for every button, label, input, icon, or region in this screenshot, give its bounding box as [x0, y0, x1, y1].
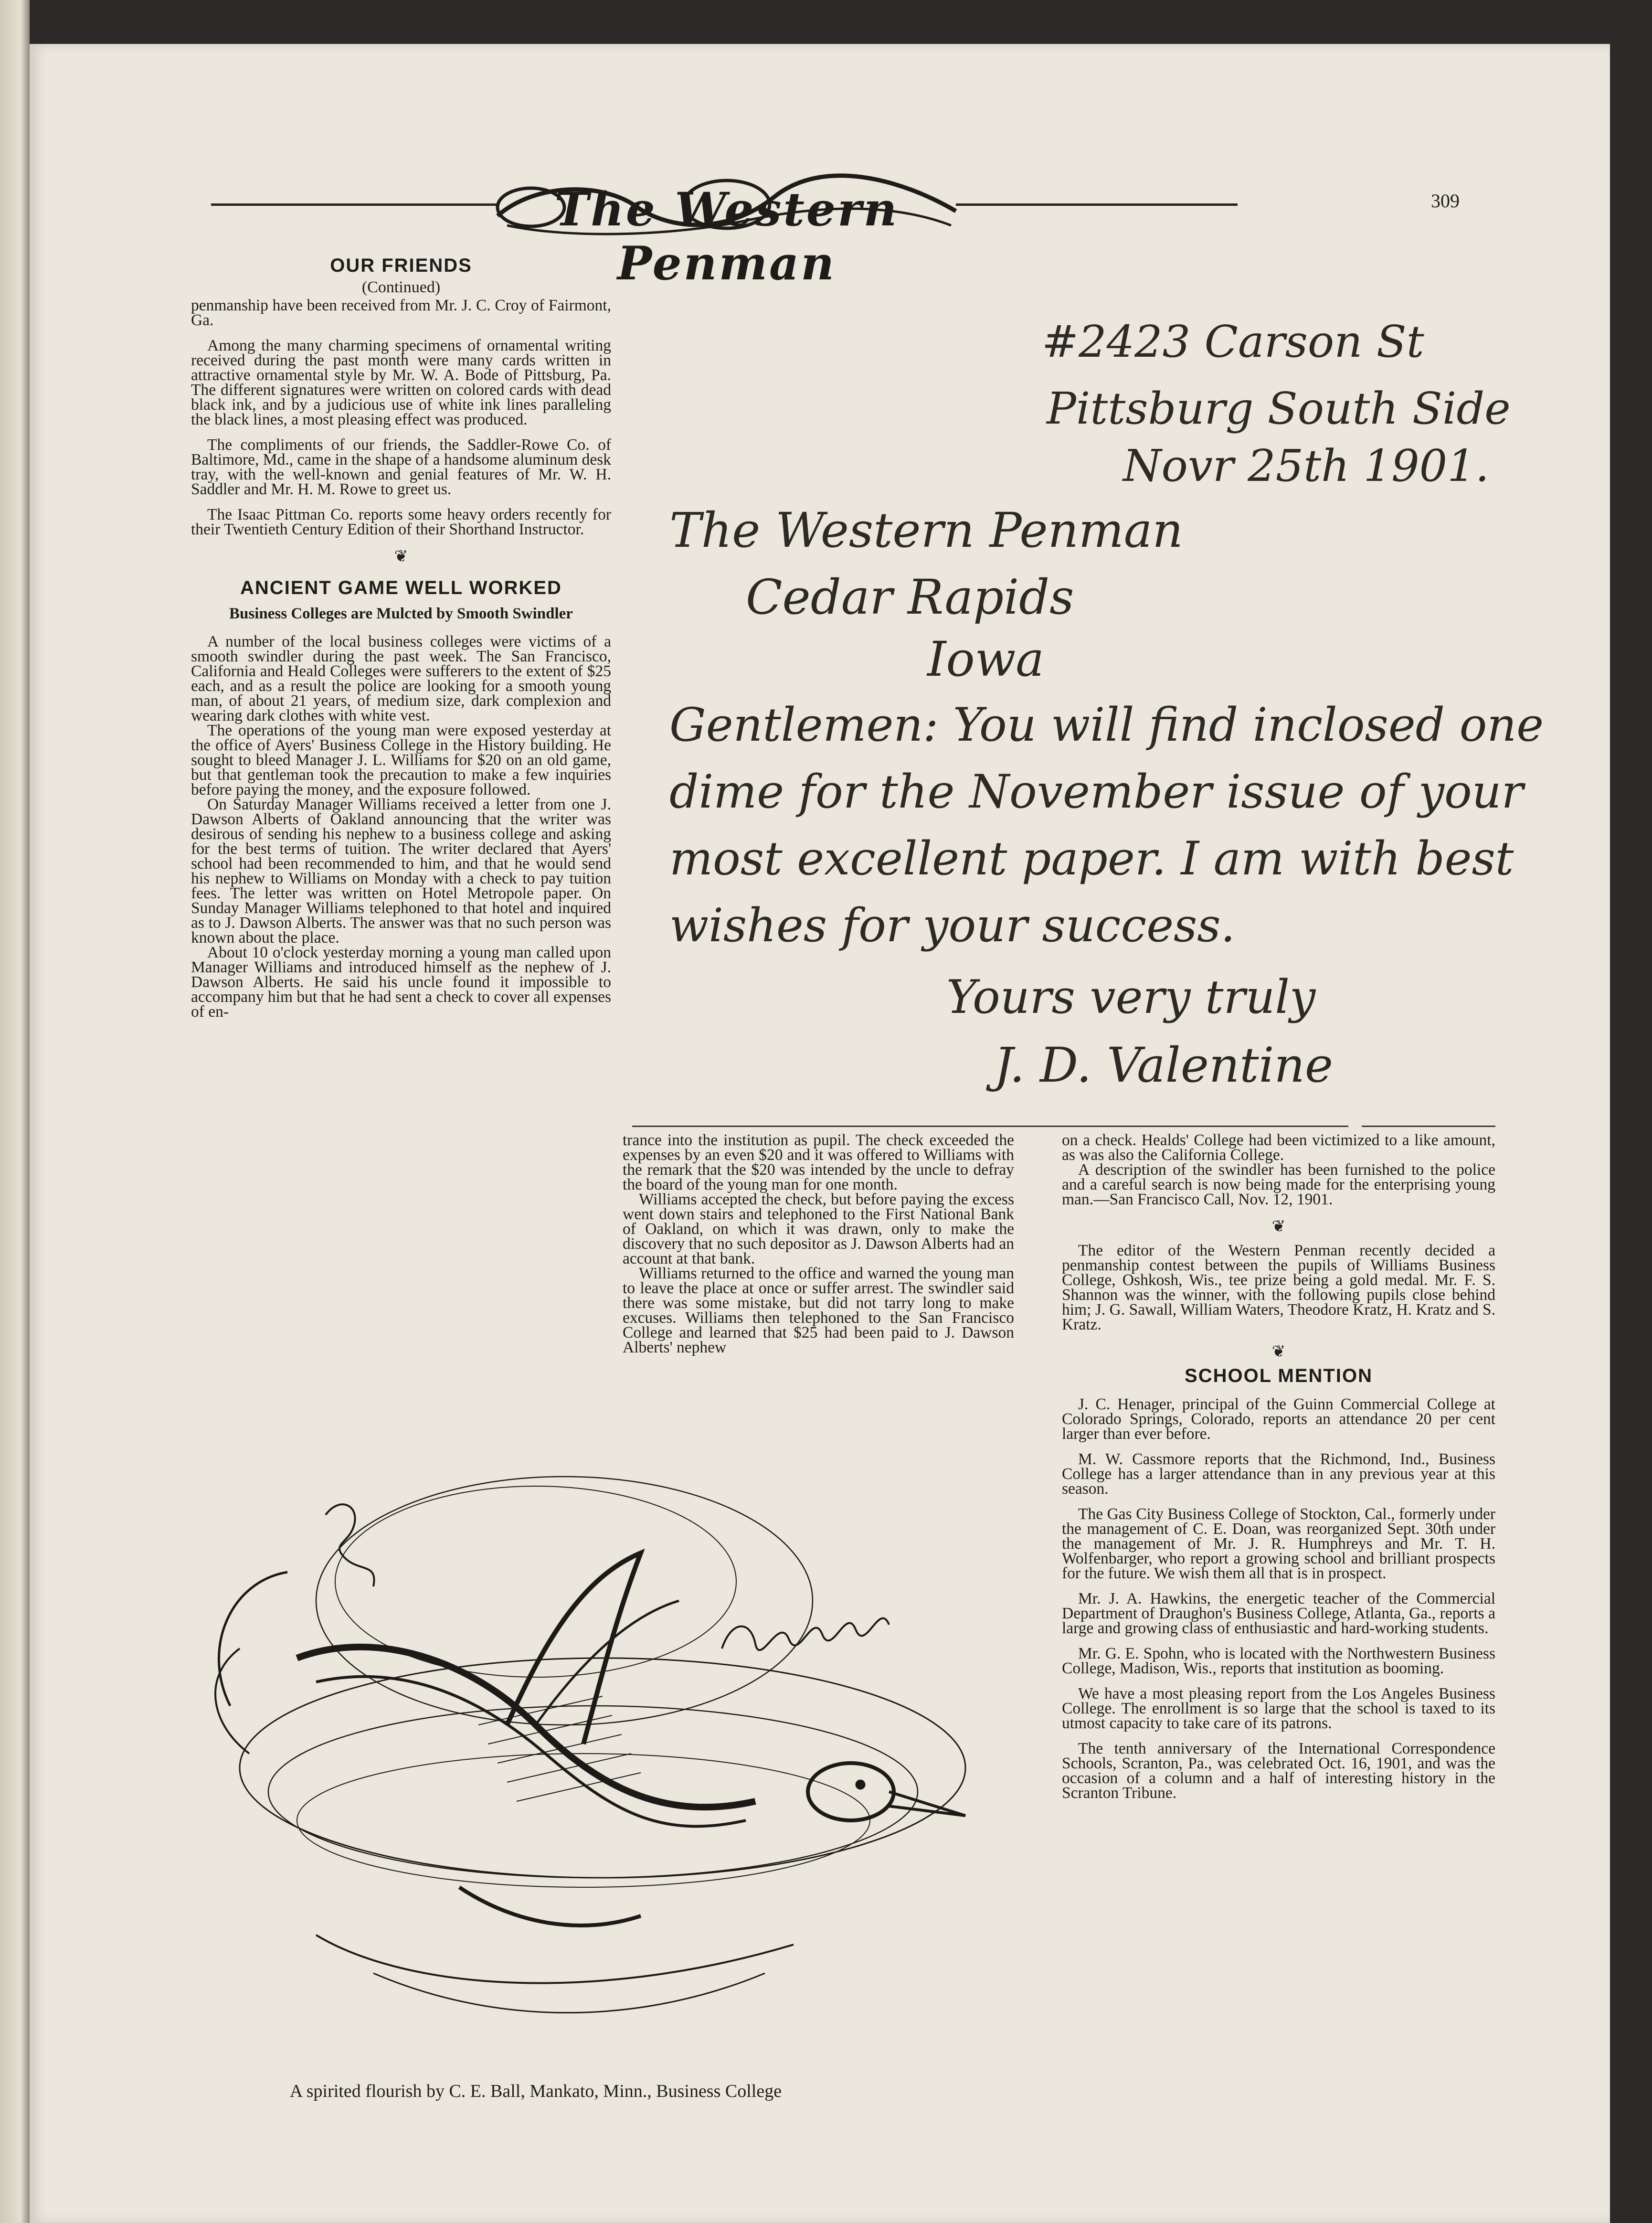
our-friends-paragraph: Among the many charming specimens of ornamental writing received during the past month were many cards written in attractive ornamental style by Mr. W. A. Bode of Pittsburg, Pa. The different signatures were written on colored cards with dead black ink, and by a judicious use of white ink lines paralleling the black lines, a most pleasing effect was produced. [191, 337, 611, 428]
letter-body-line: most excellent paper. I am with best [669, 832, 1514, 885]
middle-column [623, 1133, 1014, 1355]
our-friends-paragraph: The Isaac Pittman Co. reports some heavy orders recently for their Twentieth Century Edition of their Shorthand Instructor. [191, 506, 611, 538]
letter-closing: Yours very truly [946, 970, 1316, 1024]
book-gutter [0, 0, 30, 2223]
ancient-game-paragraph: The operations of the young man were exposed yesterday at the office of Ayers' Business College in the History building. He sought to bleed Manager J. L. Williams for $20 on an old game, but that gentleman took the precaution to make a few inquiries before paying the money, and the exposure followed. [191, 722, 611, 798]
letter-recipient-city: Cedar Rapids [746, 569, 1074, 625]
letter-address-city: Pittsburg South Side [1047, 383, 1511, 434]
letter-date: Novr 25th 1901. [1123, 440, 1489, 491]
right-column [1062, 1133, 1495, 1811]
ancient-game-paragraph: On Saturday Manager Williams received a letter from one J. Dawson Alberts of Oakland announcing that the writer was desirous of sending his nephew to a business college and asking for the best terms of tuition. The writer declared that Ayers' school had been recommended to him, and that he would send his nephew to Williams on Monday with a check to pay tuition fees. The letter was written on Hotel Metropole paper. On Sunday Manager Williams telephoned to that hotel and inquired as to J. Dawson Alberts. The answer was that no such person was known about the place. [191, 796, 611, 947]
magazine-page [30, 44, 1610, 2223]
school-mention-paragraph: J. C. Henager, principal of the Guinn Commercial College at Colorado Springs, Colorado, reports an attendance 20 per cent larger than ever before. [1062, 1395, 1495, 1443]
ancient-game-paragraph: on a check. Healds' College had been victimized to a like amount, as was also the California College. [1062, 1131, 1495, 1164]
school-mention-paragraph: M. W. Cassmore reports that the Richmond, Ind., Business College has a larger attendance than in any previous year at this season. [1062, 1450, 1495, 1498]
letter-body-line: wishes for your success. [669, 899, 1236, 952]
school-mention-paragraph: The tenth anniversary of the International Correspondence Schools, Scranton, Pa., was celebrated Oct. 16, 1901, and was the occasion of a column and a half of interesting history in the Scranton Tribune. [1062, 1740, 1495, 1802]
bird-flourish-icon [173, 1457, 1080, 2078]
ancient-game-subheading: Business Colleges are Mulcted by Smooth Swindler [229, 605, 573, 622]
our-friends-paragraph: penmanship have been received from Mr. J. C. Croy of Fairmont, Ga. [191, 297, 611, 329]
letter-body-line: Gentlemen: You will find inclosed one [669, 698, 1544, 752]
column-rule [1362, 1126, 1495, 1127]
masthead-title: The Western Penman [554, 182, 899, 290]
ornament-leaf-icon: ❦ [1271, 1343, 1286, 1361]
masthead-rule-right [956, 203, 1238, 206]
ancient-game-paragraph: Williams returned to the office and warned the young man to leave the place at once or suffer arrest. The swindler said there was some mistake, but did not tarry long to make excuses. Williams then telephoned to the San Francisco College and learned that $25 had been paid to J. Dawson Alberts' nephew [623, 1265, 1014, 1356]
left-column [191, 254, 611, 1019]
school-mention-paragraph: We have a most pleasing report from the Los Angeles Business College. The enrollment is so large that the school is taxed to its utmost capacity to take care of its patrons. [1062, 1685, 1495, 1732]
school-mention-paragraph: The Gas City Business College of Stockton, Cal., formerly under the management of C. E. Doan, was reorganized Sept. 30th under the management of Mr. J. R. Humphreys and Mr. T. H. Wolfenbarger, who report a growing school and brilliant prospects for the future. We wish them all that is in prospect. [1062, 1505, 1495, 1582]
ancient-game-paragraph: A number of the local business colleges were victims of a smooth swindler during the past week. The San Francisco, California and Heald Colleges were sufferers to the extent of $25 each, and as a result the police are looking for a smooth young man, of about 21 years, of medium size, dark complexion and wearing dark clothes with white vest. [191, 633, 611, 724]
our-friends-continued: (Continued) [361, 278, 441, 296]
our-friends-heading: OUR FRIENDS [330, 255, 472, 276]
flourish-caption: A spirited flourish by C. E. Ball, Mankato, Minn., Business College [289, 2081, 782, 2101]
contest-note: The editor of the Western Penman recently decided a penmanship contest between the pupils of Williams Business College, Oshkosh, Wis., tee prize being a gold medal. Mr. F. S. Shannon was the winner, with the following pupils close behind him; J. G. Sawall, William Waters, Theodore Kratz, H. Kratz and S. Kratz. [1062, 1242, 1495, 1333]
letter-body-line: dime for the November issue of your [669, 765, 1524, 819]
ancient-game-heading: ANCIENT GAME WELL WORKED [240, 577, 562, 598]
letter-signature: J. D. Valentine [994, 1037, 1334, 1093]
ancient-game-paragraph: trance into the institution as pupil. The check exceeded the expenses by an even $20 and it was offered to Williams with the remark that the $20 was intended by the uncle to defray the board of the young man for one month. [623, 1131, 1014, 1193]
school-mention-paragraph: Mr. G. E. Spohn, who is located with the Northwestern Business College, Madison, Wis., reports that institution as booming. [1062, 1645, 1495, 1677]
ornament-leaf-icon: ❦ [1271, 1218, 1286, 1235]
our-friends-paragraph: The compliments of our friends, the Saddler-Rowe Co. of Baltimore, Md., came in the shape of a handsome aluminum desk tray, with the well-known and genial features of Mr. W. H. Saddler and Mr. H. M. Rowe to greet us. [191, 436, 611, 498]
ornament-leaf-icon: ❦ [394, 548, 408, 565]
letter-recipient-state: Iowa [927, 631, 1044, 687]
ancient-game-paragraph: Williams accepted the check, but before paying the excess went down stairs and telephoned to the First National Bank of Oakland, on which it was drawn, only to make the discovery that no such depositor as J. Dawson Alberts had an account at that bank. [623, 1191, 1014, 1267]
masthead-rule-left [211, 203, 498, 206]
handwritten-letter [631, 302, 1544, 1123]
school-mention-paragraph: Mr. J. A. Hawkins, the energetic teacher of the Commercial Department of Draughon's Business College, Atlanta, Ga., reports a large and growing class of enthusiastic and hard-working students. [1062, 1590, 1495, 1637]
ancient-game-paragraph: A description of the swindler has been furnished to the police and a careful search is now being made for the enterprising young man.—San Francisco Call, Nov. 12, 1901. [1062, 1161, 1495, 1208]
letter-address-street: #2423 Carson St [1042, 316, 1424, 367]
column-rule [632, 1126, 1348, 1127]
school-mention-heading: SCHOOL MENTION [1185, 1365, 1373, 1386]
ancient-game-paragraph: About 10 o'clock yesterday morning a young man called upon Manager Williams and introduced himself as the nephew of J. Dawson Alberts. He said his uncle found it impossible to accompany him but that he had sent a check to cover all expenses of en- [191, 944, 611, 1021]
page-number: 309 [1431, 190, 1460, 212]
letter-recipient-name: The Western Penman [669, 502, 1183, 558]
